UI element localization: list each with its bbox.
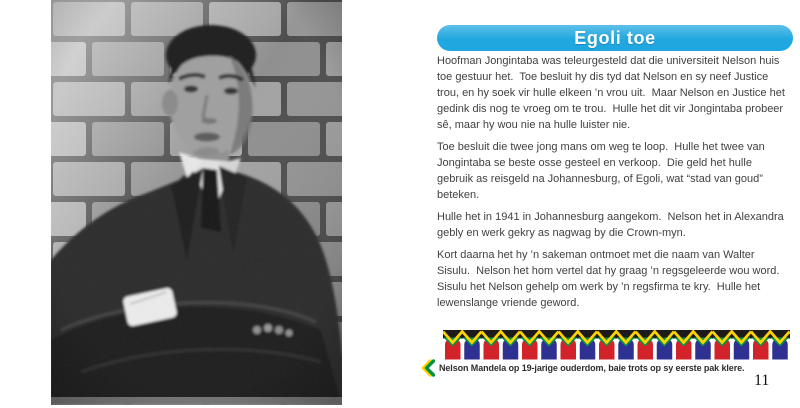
paragraph: Toe besluit die twee jong mans om weg te loop. Hulle het twee van Jongintaba se beste osse gesteel en verkoop. Die geld het hulle gebruik as reisgeld na Johannesburg, of Egoli, wat “stad van goud” beteken.	[437, 141, 768, 201]
article-text	[437, 53, 787, 317]
mandela-photo	[51, 0, 342, 405]
mandela-photo-illustration	[51, 0, 342, 405]
paragraph: Hoofman Jongintaba was teleurgesteld dat die universiteit Nelson huis toe gestuur het. Toe besluit hy dis tyd dat Nelson en sy neef Justice trou, en hy soek vir hulle elkeen ’n vrou uit. Maar Nelson en Justice het gedink dis nog te vroeg om te trou. Hulle het dit vir Jongintaba probeer sê, maar hy wou nie na hulle luister nie.	[437, 55, 788, 131]
page-number: 11	[754, 372, 770, 389]
photo-caption: Nelson Mandela op 19-jarige ouderdom, baie trots op sy eerste pak klere.	[439, 363, 745, 373]
ndebele-border	[443, 330, 790, 360]
caption-row	[420, 359, 744, 377]
page-title-banner	[437, 25, 793, 51]
paragraph: Kort daarna het hy ’n sakeman ontmoet met die naam van Walter Sisulu. Nelson het hom vertel dat hy graag ’n regsgeleerde wou word. Sisulu het Nelson gehelp om werk by ’n regsfirma te kry. Hulle het lewenslange vriende geword.	[437, 249, 786, 309]
page-title: Egoli toe	[574, 27, 656, 48]
paragraph: Hulle het in 1941 in Johannesburg aangekom. Nelson het in Alexandra gebly en werk gekry as nagwag by die Crown-myn.	[437, 211, 787, 239]
chevron-left-icon	[420, 359, 435, 377]
